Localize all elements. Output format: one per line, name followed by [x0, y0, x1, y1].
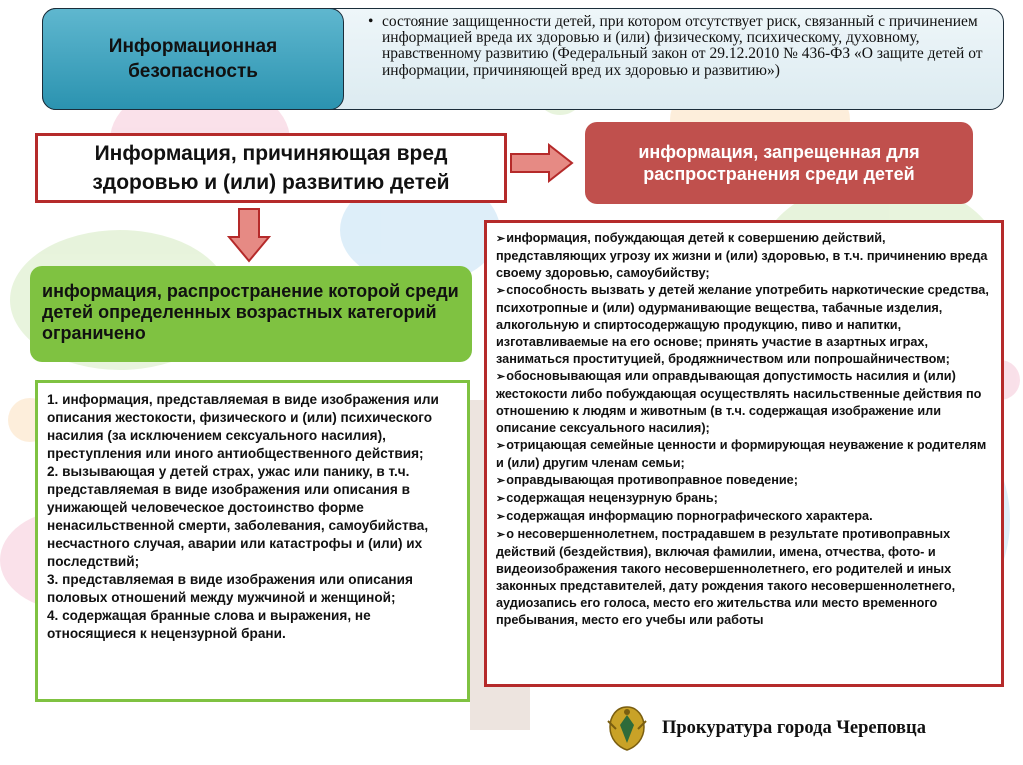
footer — [604, 702, 1004, 754]
arrow-bullet-icon: ➢ — [496, 440, 506, 452]
arrow-bullet-icon: ➢ — [496, 529, 506, 541]
prohibited-info-list — [484, 220, 1004, 687]
arrow-right-icon — [509, 143, 575, 183]
list-item: ➢отрицающая семейные ценности и формирующая неуважение к родителям и (или) другим членам семьи; — [496, 438, 987, 470]
list-item: ➢информация, побуждающая детей к совершению действий, представляющих угрозу их жизни и (или) здоровью, в т.ч. причинению вреда своему здоровью, самоубийству; — [496, 231, 988, 280]
arrow-bullet-icon: ➢ — [496, 285, 506, 297]
definition-bullet: • — [368, 13, 374, 30]
arrow-bullet-icon: ➢ — [496, 475, 506, 487]
list-item: 4. содержащая бранные слова и выражения, не относящиеся к нецензурной брани. — [47, 608, 371, 641]
arrow-down-icon — [227, 207, 271, 263]
list-item: ➢содержащая информацию порнографического характера. — [496, 509, 873, 523]
list-item: ➢содержащая нецензурную брань; — [496, 491, 718, 505]
restricted-info-list — [35, 380, 470, 702]
arrow-bullet-icon: ➢ — [496, 233, 506, 245]
definition-title: Информационная безопасность — [42, 8, 344, 110]
list-item: 1. информация, представляемая в виде изображения или описания жестокости, физического и (или) психического насилия (за исключением сексуального насилия), преступления или иного антиобщественного действия; — [47, 392, 439, 461]
definition-text-block — [362, 14, 994, 106]
arrow-bullet-icon: ➢ — [496, 493, 506, 505]
list-item: ➢оправдывающая противоправное поведение; — [496, 473, 798, 487]
list-item: 2. вызывающая у детей страх, ужас или панику, в т.ч. представляемая в виде изображения или описания в унижающей человеческое достоинство форме ненасильственной смерти, заболевания, самоубийства, несчастного случая, аварии или катастрофы и (или) их последствий; — [47, 464, 429, 569]
restricted-info-heading: информация, распространение которой среди детей определенных возрастных категорий ограничено — [30, 266, 472, 362]
prosecutor-emblem-icon — [604, 703, 650, 753]
arrow-bullet-icon: ➢ — [496, 371, 506, 383]
prohibited-info-heading: информация, запрещенная для распространения среди детей — [585, 122, 973, 204]
organization-name: Прокуратура города Череповца — [662, 717, 926, 738]
list-item: 3. представляемая в виде изображения или описания половых отношений между мужчиной и женщиной; — [47, 572, 413, 605]
definition-text: состояние защищенности детей, при котором отсутствует риск, связанный с причинением информацией вреда их здоровью и (или) физическому, психическому, духовному, нравственному развитию (Федеральный закон от 29.12.2010 № 436-ФЗ «О защите детей от информации, причиняющей вред их здоровью и развитию») — [382, 13, 983, 79]
list-item: ➢о несовершеннолетнем, пострадавшем в результате противоправных действий (бездействия), включая фамилии, имена, отчества, фото- и видеоизображения такого несовершеннолетнего, его родителей и иных законных представителей, дату рождения такого несовершеннолетнего, аудиозапись его голоса, место его жительства или место временного пребывания, место его учебы или работы — [496, 527, 956, 627]
list-item: ➢способность вызвать у детей желание употребить наркотические средства, психотропные и (или) одурманивающие вещества, табачные изделия, алкогольную и спиртосодержащую продукцию, пиво и напитки, изготавливаемые на его основе; принять участие в азартных играх, заниматься проституцией, бродяжничеством или попрошайничеством; — [496, 283, 989, 366]
list-item: ➢обосновывающая или оправдывающая допустимость насилия и (или) жестокости либо побуждающая осуществлять насильственные действия по отношению к людям и животным (в т.ч. содержащая изображение или описание сексуального насилия); — [496, 369, 982, 435]
arrow-bullet-icon: ➢ — [496, 511, 506, 523]
harmful-info-heading: Информация, причиняющая вред здоровью и (или) развитию детей — [35, 133, 507, 203]
